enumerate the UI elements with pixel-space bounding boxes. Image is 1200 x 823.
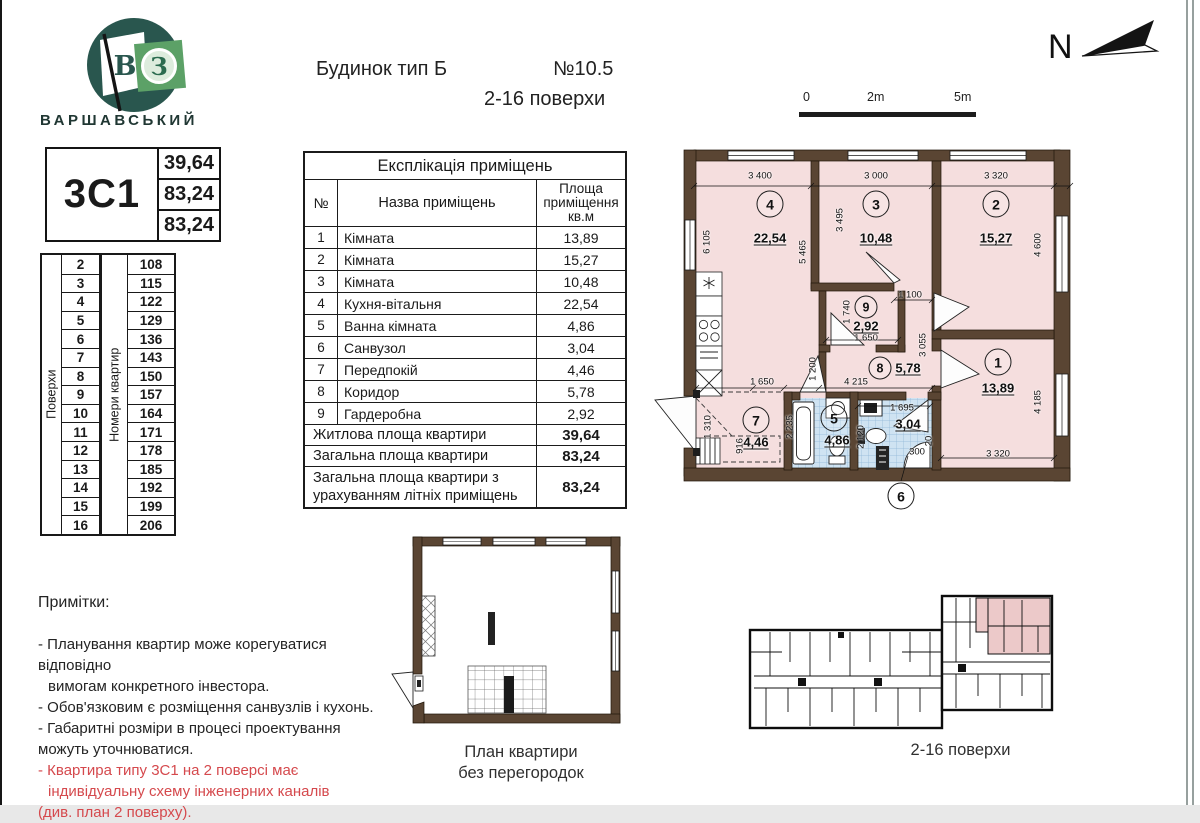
totals-row: Житлова площа квартири 39,64 bbox=[304, 425, 626, 446]
totals-row: Загальна площа квартири з урахуванням літніх приміщень 83,24 bbox=[304, 467, 626, 509]
empty-plan bbox=[398, 526, 643, 741]
note-line-red: індивідуальну схему інженерних каналів bbox=[48, 783, 330, 800]
floor-row: 5 bbox=[62, 311, 99, 330]
floor-row: 7 bbox=[62, 348, 99, 367]
floor-row: 11 bbox=[62, 422, 99, 441]
room-area-label: 15,27 bbox=[979, 230, 1013, 246]
apartment-row: 199 bbox=[128, 497, 174, 516]
dim-label: 4 600 bbox=[1032, 233, 1044, 257]
dim-label: 5 465 bbox=[797, 240, 809, 264]
floor-row: 15 bbox=[62, 497, 99, 516]
building-number: №10.5 bbox=[553, 58, 614, 80]
room-number-badge: 3 bbox=[863, 191, 890, 218]
apartment-row: 206 bbox=[128, 515, 174, 534]
scale-tick-2m: 2m bbox=[867, 90, 885, 104]
room-area-label: 5,78 bbox=[895, 360, 921, 376]
dim-label: 2 235 bbox=[784, 415, 796, 439]
table-row: 1 Кімната 13,89 bbox=[304, 227, 626, 249]
table-row: 7 Передпокій 4,46 bbox=[304, 359, 626, 381]
logo-flag-letter: В bbox=[113, 51, 137, 82]
room-area-label: 4,86 bbox=[824, 432, 850, 448]
page-right-edge-2 bbox=[1192, 0, 1194, 805]
note-line: - Габаритні розміри в процесі проектування bbox=[38, 720, 341, 737]
logo-seal-letter: З bbox=[150, 52, 168, 81]
room-number-badge: 9 bbox=[855, 296, 878, 319]
north-label: N bbox=[1048, 28, 1073, 66]
room-number-badge: 5 bbox=[821, 405, 848, 432]
notes-block bbox=[38, 594, 383, 823]
floor-row: 12 bbox=[62, 441, 99, 460]
room-number-badge: 1 bbox=[985, 349, 1012, 376]
floor-row: 4 bbox=[62, 292, 99, 311]
dim-label: 1 650 bbox=[854, 332, 878, 344]
apartment-row: 122 bbox=[128, 292, 174, 311]
room-number-badge: 4 bbox=[757, 191, 784, 218]
floor-row: 8 bbox=[62, 367, 99, 386]
totals-row: Загальна площа квартири 83,24 bbox=[304, 446, 626, 467]
dim-label: 300 bbox=[909, 446, 925, 458]
dim-label: 6 105 bbox=[701, 230, 713, 254]
dim-label: 3 400 bbox=[748, 170, 772, 182]
room-number-badge: 8 bbox=[869, 357, 892, 380]
room-number-badge: 2 bbox=[983, 191, 1010, 218]
table-row: 6 Санвузол 3,04 bbox=[304, 337, 626, 359]
apartment-row: 150 bbox=[128, 367, 174, 386]
apartment-numbers-table bbox=[100, 253, 176, 536]
room-number-badge: 7 bbox=[743, 407, 770, 434]
floors-range-title: 2-16 поверхи bbox=[484, 88, 606, 110]
notes-title: Примітки: bbox=[38, 594, 110, 611]
room-area-label: 2,92 bbox=[853, 318, 879, 334]
dim-label: 3 000 bbox=[864, 170, 888, 182]
dim-label: 20 bbox=[923, 435, 935, 447]
scale-bar-line bbox=[799, 112, 976, 117]
apartment-row: 115 bbox=[128, 274, 174, 293]
explication-title: Експлікація приміщень bbox=[304, 152, 626, 180]
floor-row: 14 bbox=[62, 478, 99, 497]
note-line: відповідно bbox=[38, 657, 112, 674]
dim-label: 3 320 bbox=[986, 448, 1010, 460]
table-row: 3 Кімната 10,48 bbox=[304, 271, 626, 293]
apartment-row: 192 bbox=[128, 478, 174, 497]
apartment-row: 108 bbox=[139, 256, 163, 272]
note-line-red: (див. план 2 поверху). bbox=[38, 804, 192, 821]
scale-tick-0: 0 bbox=[803, 90, 810, 104]
room-area-label: 10,48 bbox=[859, 230, 893, 246]
note-line-red: - Квартира типу 3С1 на 2 поверсі має bbox=[38, 762, 299, 779]
dim-label: 1 100 bbox=[898, 289, 922, 301]
table-row: 5 Ванна кімната 4,86 bbox=[304, 315, 626, 337]
table-row: 8 Коридор 5,78 bbox=[304, 381, 626, 403]
apartment-row: 157 bbox=[128, 385, 174, 404]
floor-row: 2 bbox=[76, 256, 85, 272]
room-number-badge: 6 bbox=[888, 483, 915, 510]
explication-table bbox=[303, 151, 627, 509]
scale-bar bbox=[799, 90, 989, 120]
floor-row: 13 bbox=[62, 460, 99, 479]
table-row: 9 Гардеробна 2,92 bbox=[304, 403, 626, 425]
dim-label: 1 695 bbox=[890, 402, 914, 414]
room-area-label: 22,54 bbox=[753, 230, 787, 246]
table-row: 2 Кімната 15,27 bbox=[304, 249, 626, 271]
page-left-edge bbox=[0, 0, 2, 805]
note-line: можуть уточнюватися. bbox=[38, 741, 194, 758]
apartment-row: 164 bbox=[128, 404, 174, 423]
dim-label: 1 650 bbox=[750, 376, 774, 388]
floor-row: 9 bbox=[62, 385, 99, 404]
room-area-label: 13,89 bbox=[981, 380, 1015, 396]
empty-plan-drawing bbox=[383, 526, 638, 741]
dim-label: 2 120 bbox=[855, 425, 867, 449]
building-type-title: Будинок тип Б bbox=[316, 58, 448, 80]
dim-label: 1 200 bbox=[807, 357, 819, 381]
room-area-label: 3,04 bbox=[895, 416, 921, 432]
north-arrow-icon bbox=[1078, 18, 1158, 60]
brand-name: ВАРШАВСЬКИЙ bbox=[40, 112, 198, 129]
main-floor-plan bbox=[680, 140, 1092, 518]
floor-row: 3 bbox=[62, 274, 99, 293]
apartment-row: 143 bbox=[128, 348, 174, 367]
dim-label: 3 055 bbox=[917, 333, 929, 357]
apartment-row: 178 bbox=[128, 441, 174, 460]
floor-row: 6 bbox=[62, 329, 99, 348]
dim-label: 1 740 bbox=[841, 300, 853, 324]
dim-label: 4 215 bbox=[844, 376, 868, 388]
floors-column-label: Поверхи bbox=[42, 255, 62, 534]
card-total-area: 83,24 bbox=[159, 178, 219, 209]
note-line: - Обов'язковим є розміщення санвузлів і кухонь. bbox=[38, 699, 374, 716]
table-row: 4 Кухня-вітальня 22,54 bbox=[304, 293, 626, 315]
dim-label: 3 495 bbox=[834, 208, 846, 232]
dim-label: 1 310 bbox=[702, 415, 714, 439]
col-header-name: Назва приміщень bbox=[338, 180, 537, 227]
dim-label: 4 185 bbox=[1032, 390, 1044, 414]
apartments-column-label: Номери квартир bbox=[102, 255, 128, 534]
apartment-type: 3С1 bbox=[47, 149, 159, 240]
apartment-row: 171 bbox=[128, 422, 174, 441]
col-header-area: Площа приміщення кв.м bbox=[537, 180, 627, 227]
col-header-num: № bbox=[304, 180, 338, 227]
note-line: - Планування квартир може корегуватися bbox=[38, 636, 327, 653]
apartment-row: 136 bbox=[128, 329, 174, 348]
card-total-area-summer: 83,24 bbox=[159, 209, 219, 240]
empty-plan-caption: План квартири без перегородок bbox=[458, 743, 584, 782]
floor-row: 16 bbox=[62, 515, 99, 534]
apartment-row: 185 bbox=[128, 460, 174, 479]
dim-label: 3 320 bbox=[984, 170, 1008, 182]
room-area-label: 4,46 bbox=[743, 434, 769, 450]
apartment-row: 129 bbox=[128, 311, 174, 330]
dim-label: 916 bbox=[734, 438, 746, 454]
page-right-edge bbox=[1186, 0, 1188, 805]
key-plan-drawing bbox=[742, 592, 1072, 737]
floor-row: 10 bbox=[62, 404, 99, 423]
scale-tick-5m: 5m bbox=[954, 90, 972, 104]
apartment-type-card bbox=[45, 147, 221, 242]
key-plan-caption: 2-16 поверхи bbox=[910, 741, 1011, 759]
floors-table bbox=[40, 253, 101, 536]
note-line: вимогам конкретного інвестора. bbox=[48, 678, 270, 695]
card-living-area: 39,64 bbox=[163, 152, 215, 174]
developer-logo bbox=[46, 14, 196, 116]
